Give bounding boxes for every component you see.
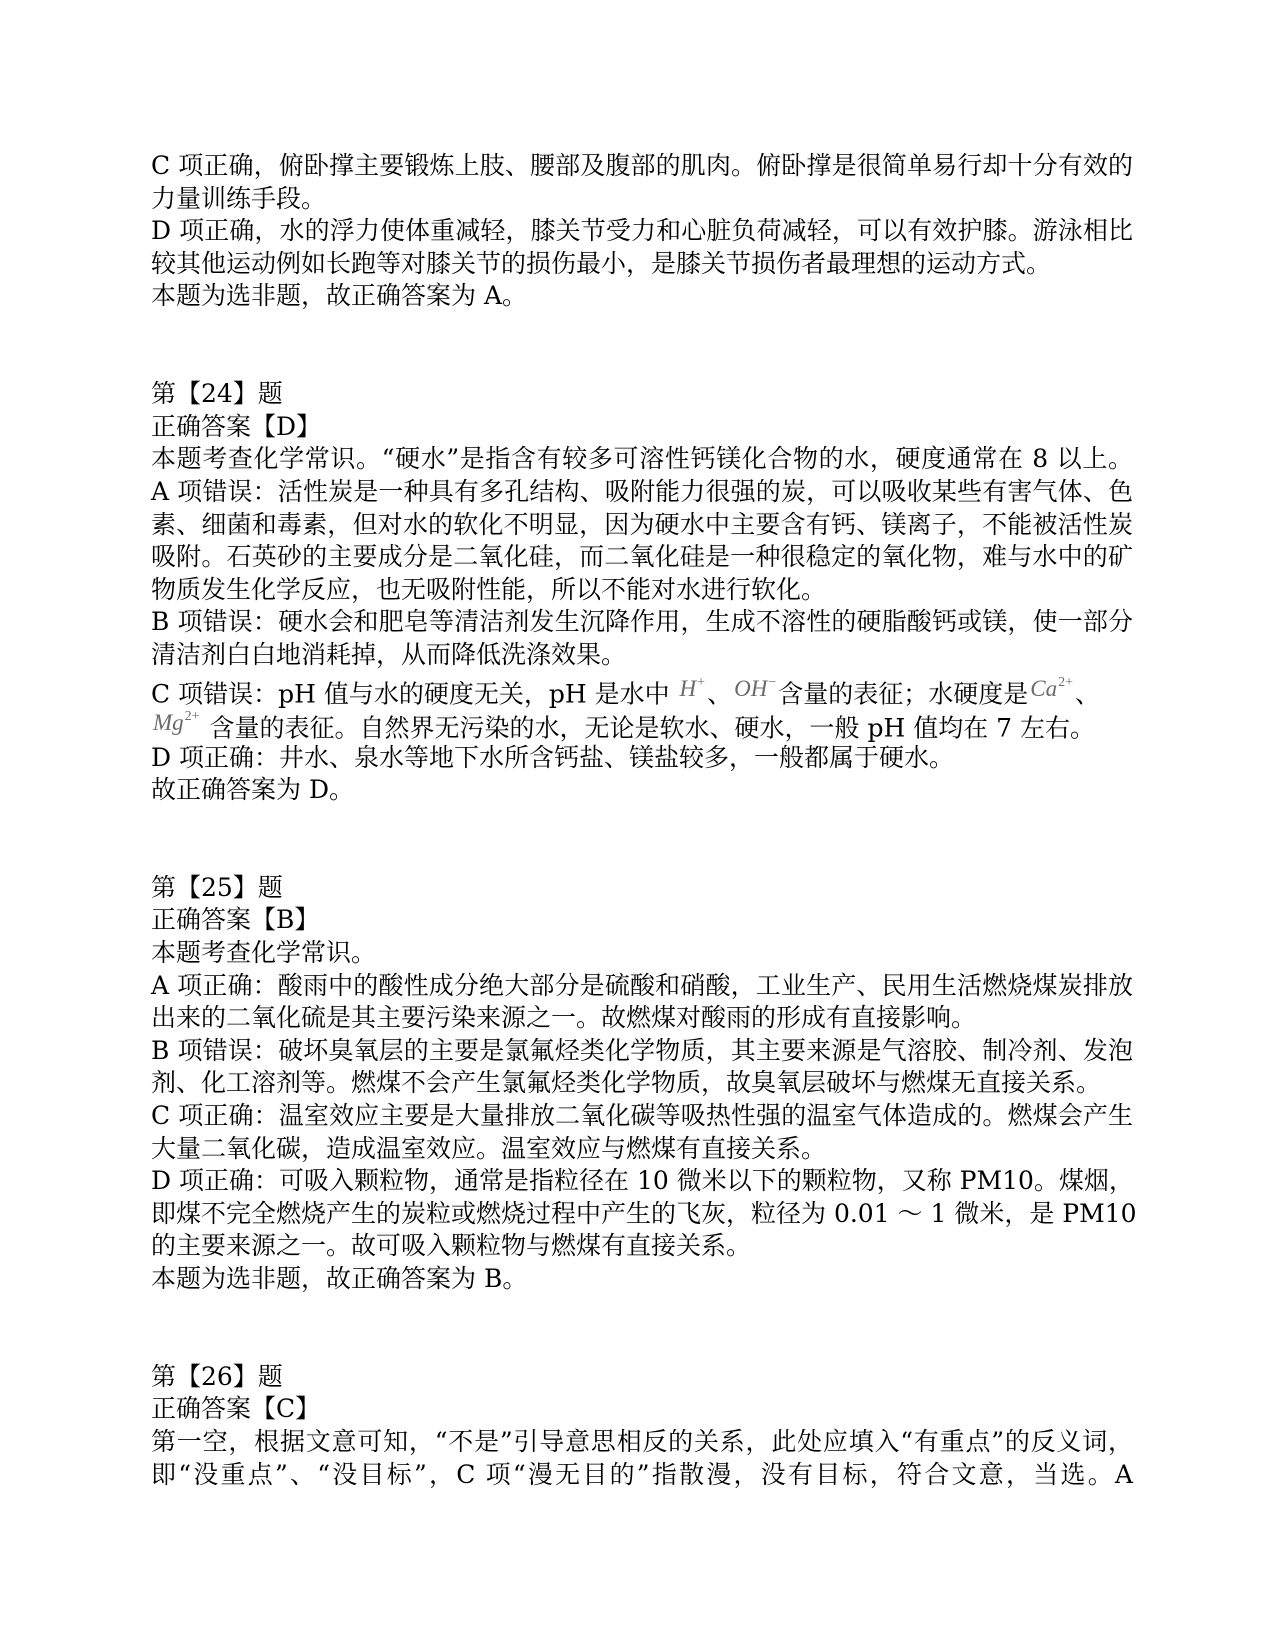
explanation-line: 本题考查化学常识。 xyxy=(151,938,377,968)
explanation-line: 物质发生化学反应，也无吸附性能，所以不能对水进行软化。 xyxy=(151,574,827,604)
explanation-line: 力量训练手段。 xyxy=(151,183,327,213)
spacer xyxy=(151,839,1136,872)
correct-answer: 正确答案【D】 xyxy=(151,411,322,441)
spacer xyxy=(151,313,1136,346)
explanation-line: 素、细菌和毒素，但对水的软化不明显，因为硬水中主要含有钙、镁离子，不能被活性炭 xyxy=(151,509,1133,539)
question-title: 第【26】题 xyxy=(151,1361,283,1391)
explanation-line: B 项错误：破坏臭氧层的主要是氯氟烃类化学物质，其主要来源是气溶胶、制冷剂、发泡 xyxy=(151,1035,1133,1065)
calcium-ion-formula xyxy=(1028,676,1075,701)
question-title: 第【24】题 xyxy=(151,379,283,409)
explanation-line: 剂、化工溶剂等。燃煤不会产生氯氟烃类化学物质，故臭氧层破坏与燃煤无直接关系。 xyxy=(151,1068,1102,1098)
explanation-line: 出来的二氧化硫是其主要污染来源之一。故燃煤对酸雨的形成有直接影响。 xyxy=(151,1003,977,1033)
formula-base: H xyxy=(679,676,697,702)
explanation-line: D 项正确：可吸入颗粒物，通常是指粒径在 10 微米以下的颗粒物，又称 PM10。煤烟， xyxy=(151,1166,1134,1196)
explanation-line: 的主要来源之一。故可吸入颗粒物与燃煤有直接关系。 xyxy=(151,1231,752,1261)
explanation-line: A 项正确：酸雨中的酸性成分绝大部分是硫酸和硝酸，工业生产、民用生活燃烧煤炭排放 xyxy=(151,970,1133,1000)
hydroxide-ion-formula xyxy=(732,676,778,701)
formula-charge: 2+ xyxy=(1058,674,1073,690)
explanation-line: D 项正确：井水、泉水等地下水所含钙盐、镁盐较多，一般都属于硬水。 xyxy=(151,742,954,772)
conclusion-line: 本题为选非题，故正确答案为 B。 xyxy=(151,1264,528,1293)
formula-base: Mg xyxy=(153,710,184,736)
explanation-line: C 项正确，俯卧撑主要锻炼上肢、腰部及腹部的肌肉。俯卧撑是很简单易行却十分有效的 xyxy=(151,151,1133,180)
text-segment: 含量的表征；水硬度是 xyxy=(778,679,1029,709)
formula-charge: 2+ xyxy=(184,708,200,724)
spacer xyxy=(151,1296,1136,1329)
conclusion-line: 本题为选非题，故正确答案为 A。 xyxy=(151,281,528,311)
explanation-line-with-formulas xyxy=(151,708,1136,742)
formula-base: Ca xyxy=(1030,676,1058,702)
explanation-line: B 项错误：硬水会和肥皂等清洁剂发生沉降作用，生成不溶性的硬脂酸钙或镁，使一部分 xyxy=(151,607,1133,637)
explanation-line: 大量二氧化碳，造成温室效应。温室效应与燃煤有直接关系。 xyxy=(151,1133,827,1163)
formula-charge: − xyxy=(768,674,777,690)
formula-base: OH xyxy=(734,676,768,702)
question-26 xyxy=(151,1361,1136,1491)
text-segment: 、 xyxy=(707,679,733,709)
explanation-line-with-formulas xyxy=(151,672,1136,708)
correct-answer: 正确答案【B】 xyxy=(151,905,320,935)
text-segment: C 项错误：pH 值与水的硬度无关，pH 是水中 xyxy=(151,679,678,709)
explanation-line: 第一空，根据文意可知，“不是”引导意思相反的关系，此处应填入“有重点”的反义词， xyxy=(151,1426,1133,1456)
explanation-line: 较其他运动例如长跑等对膝关节的损伤最小，是膝关节损伤者最理想的运动方式。 xyxy=(151,248,1052,278)
question-title: 第【25】题 xyxy=(151,872,283,902)
spacer xyxy=(151,346,1136,379)
correct-answer: 正确答案【C】 xyxy=(151,1394,321,1424)
explanation-line: 即煤不完全燃烧产生的炭粒或燃烧过程中产生的飞灰，粒径为 0.01 ～ 1 微米，是 PM10 xyxy=(151,1198,1137,1228)
text-segment: 含量的表征。自然界无污染的水，无论是软水、硬水，一般 pH 值均在 7 左右。 xyxy=(201,713,1096,743)
explanation-line: A 项错误：活性炭是一种具有多孔结构、吸附能力很强的炭，可以吸收某些有害气体、色 xyxy=(151,476,1133,506)
explanation-line: 吸附。石英砂的主要成分是二氧化硅，而二氧化硅是一种很稳定的氧化物，难与水中的矿 xyxy=(151,542,1133,572)
explanation-line: C 项正确：温室效应主要是大量排放二氧化碳等吸热性强的温室气体造成的。燃煤会产生 xyxy=(151,1101,1133,1131)
question-24 xyxy=(151,378,1136,807)
formula-charge: + xyxy=(697,674,706,690)
answer-explanations xyxy=(151,150,1136,1491)
magnesium-ion-formula xyxy=(151,710,202,735)
explanation-line: 本题考查化学常识。“硬水”是指含有较多可溶性钙镁化合物的水，硬度通常在 8 以上。 xyxy=(151,444,1133,474)
conclusion-line: 故正确答案为 D。 xyxy=(151,775,354,805)
spacer xyxy=(151,807,1136,840)
spacer xyxy=(151,1328,1136,1361)
hydrogen-ion-formula xyxy=(678,676,708,701)
question-23-continuation xyxy=(151,150,1136,313)
explanation-line: D 项正确，水的浮力使体重减轻，膝关节受力和心脏负荷减轻，可以有效护膝。游泳相比 xyxy=(151,216,1133,246)
explanation-line: 清洁剂白白地消耗掉，从而降低洗涤效果。 xyxy=(151,639,627,669)
text-segment: 、 xyxy=(1074,679,1100,709)
question-25 xyxy=(151,872,1136,1296)
explanation-line: 即“没重点”、“没目标”，C 项“漫无目的”指散漫，没有目标，符合文意，当选。A xyxy=(151,1459,1133,1489)
